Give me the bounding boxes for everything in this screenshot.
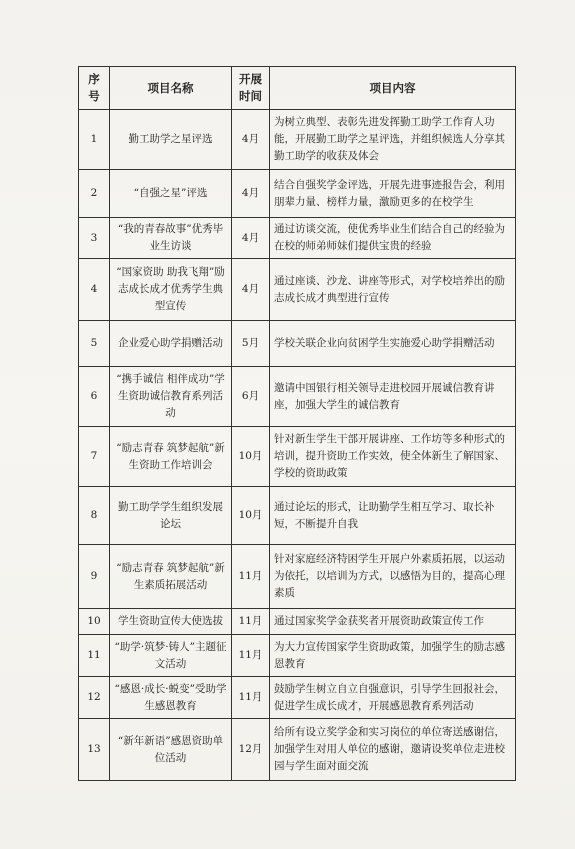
table-row: [79, 545, 516, 609]
cell-name: “新年新语”感恩资助单位活动: [110, 719, 232, 781]
cell-time: 4月: [232, 218, 270, 259]
table-row: [79, 321, 516, 367]
cell-name: “感恩·成长·蜕变”受助学生感恩教育: [110, 677, 232, 719]
table-row: [79, 609, 516, 635]
table-row: [79, 427, 516, 487]
cell-content: 通过论坛的形式，让助勤学生相互学习、取长补短，不断提升自我: [270, 487, 516, 545]
header-no: 序号: [79, 67, 110, 110]
cell-no: 7: [79, 427, 110, 487]
cell-time: 11月: [232, 609, 270, 635]
activity-table: [78, 66, 516, 781]
cell-no: 6: [79, 367, 110, 427]
cell-content: 学校关联企业向贫困学生实施爱心助学捐赠活动: [270, 321, 516, 367]
cell-time: 12月: [232, 719, 270, 781]
cell-time: 11月: [232, 545, 270, 609]
table-row: [79, 635, 516, 677]
cell-content: 鼓励学生树立自立自强意识，引导学生回报社会，促进学生成长成才，开展感恩教育系列活动: [270, 677, 516, 719]
table-row: [79, 218, 516, 259]
cell-name: “助学·筑梦·铸人”主题征文活动: [110, 635, 232, 677]
header-name: 项目名称: [110, 67, 232, 110]
table-row: [79, 367, 516, 427]
table-row: [79, 719, 516, 781]
table-row: [79, 110, 516, 170]
cell-time: 5月: [232, 321, 270, 367]
cell-no: 2: [79, 170, 110, 218]
cell-content: 结合自强奖学金评选，开展先进事迹报告会，利用朋辈力量、榜样力量，激励更多的在校学生: [270, 170, 516, 218]
cell-name: 企业爱心助学捐赠活动: [110, 321, 232, 367]
cell-content: 给所有设立奖学金和实习岗位的单位寄送感谢信，加强学生对用人单位的感谢，邀请设奖单位走进校园与学生面对面交流: [270, 719, 516, 781]
cell-no: 11: [79, 635, 110, 677]
header-content: 项目内容: [270, 67, 516, 110]
cell-name: “自强之星”评选: [110, 170, 232, 218]
cell-no: 3: [79, 218, 110, 259]
cell-time: 10月: [232, 487, 270, 545]
cell-no: 10: [79, 609, 110, 635]
cell-no: 5: [79, 321, 110, 367]
cell-name: 勤工助学学生组织发展论坛: [110, 487, 232, 545]
cell-content: 邀请中国银行相关领导走进校园开展诚信教育讲座，加强大学生的诚信教育: [270, 367, 516, 427]
cell-content: 为大力宣传国家学生资助政策，加强学生的励志感恩教育: [270, 635, 516, 677]
header-time: 开展时间: [232, 67, 270, 110]
cell-name: 学生资助宣传大使选拔: [110, 609, 232, 635]
cell-name: “励志青春 筑梦起航”新生素质拓展活动: [110, 545, 232, 609]
cell-no: 13: [79, 719, 110, 781]
cell-name: “国家资助 助我飞翔”励志成长成才优秀学生典型宣传: [110, 259, 232, 321]
table-header-row: [79, 67, 516, 110]
table-row: [79, 170, 516, 218]
cell-name: 勤工助学之星评选: [110, 110, 232, 170]
cell-no: 12: [79, 677, 110, 719]
cell-content: 针对家庭经济特困学生开展户外素质拓展，以运动为依托，以培训为方式，以感悟为目的，提高心理素质: [270, 545, 516, 609]
cell-time: 4月: [232, 110, 270, 170]
cell-no: 8: [79, 487, 110, 545]
cell-time: 11月: [232, 677, 270, 719]
cell-time: 6月: [232, 367, 270, 427]
cell-time: 4月: [232, 259, 270, 321]
cell-name: “我的青春故事”优秀毕业生访谈: [110, 218, 232, 259]
cell-time: 10月: [232, 427, 270, 487]
table-row: [79, 487, 516, 545]
cell-no: 1: [79, 110, 110, 170]
table-row: [79, 677, 516, 719]
cell-content: 针对新生学生干部开展讲座、工作坊等多种形式的培训，提升资助工作实效，使全体新生了解国家、学校的资助政策: [270, 427, 516, 487]
cell-no: 4: [79, 259, 110, 321]
cell-no: 9: [79, 545, 110, 609]
cell-name: “励志青春 筑梦起航”新生资助工作培训会: [110, 427, 232, 487]
cell-name: “携手诚信 相伴成功”学生资助诚信教育系列活动: [110, 367, 232, 427]
cell-content: 通过访谈交流，使优秀毕业生们结合自己的经验为在校的师弟师妹们提供宝贵的经验: [270, 218, 516, 259]
cell-content: 通过座谈、沙龙、讲座等形式，对学校培养出的励志成长成才典型进行宣传: [270, 259, 516, 321]
cell-time: 4月: [232, 170, 270, 218]
table-row: [79, 259, 516, 321]
cell-content: 为树立典型、表彰先进发挥勤工助学工作育人功能，开展勤工助学之星评选，并组织候选人分享其勤工助学的收获及体会: [270, 110, 516, 170]
cell-time: 11月: [232, 635, 270, 677]
cell-content: 通过国家奖学金获奖者开展资助政策宣传工作: [270, 609, 516, 635]
